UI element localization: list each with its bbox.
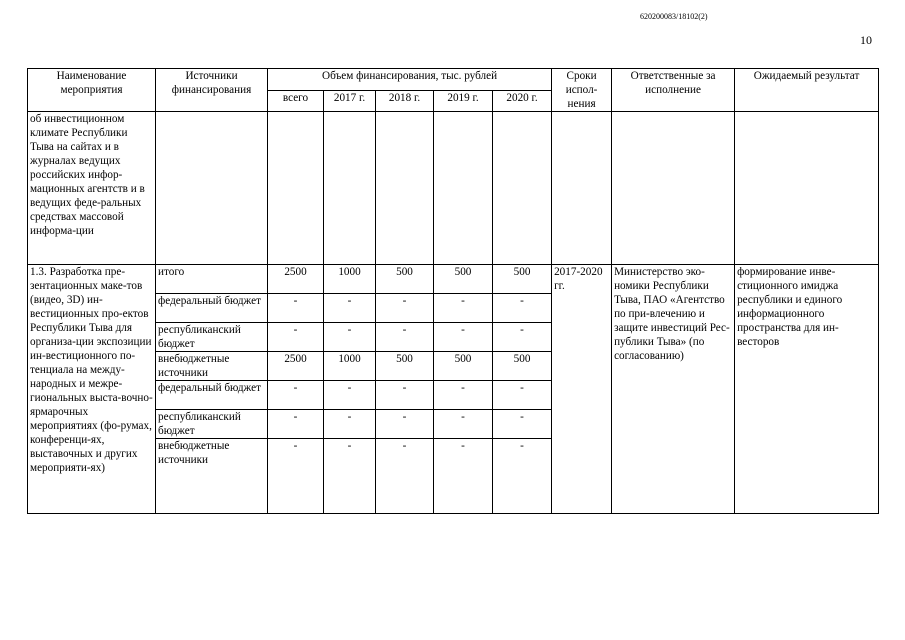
y2018-cell: -	[376, 410, 434, 439]
header-responsible: Ответственные за исполнение	[612, 69, 735, 112]
header-terms: Сроки испол-нения	[552, 69, 612, 112]
y2019-cell: 500	[434, 265, 493, 294]
y2019-cell: -	[434, 323, 493, 352]
y2017-cell: -	[324, 294, 376, 323]
y2020-cell: -	[493, 323, 552, 352]
source-cell: внебюджетные источники	[156, 352, 268, 381]
total-cell: -	[268, 294, 324, 323]
measure-result: формирование инве-стиционного имиджа республики и единого информационного пространства для ин-весторов	[735, 265, 879, 514]
total-cell: 2500	[268, 265, 324, 294]
header-funding: Объем финансирования, тыс. рублей	[268, 69, 552, 91]
y2018-cell: 500	[376, 265, 434, 294]
y2020-cell: -	[493, 294, 552, 323]
y2020-cell: -	[493, 410, 552, 439]
y2020-cell: -	[493, 381, 552, 410]
total-cell: -	[268, 381, 324, 410]
y2017-cell: 1000	[324, 265, 376, 294]
continued-measure-name: об инвестиционном климате Республики Тыва на сайтах и в журналах ведущих российских инфор-мационных агентств и в ведущих феде-ральных средствах массовой информа-ции	[28, 112, 156, 265]
header-sources: Источники финансирования	[156, 69, 268, 112]
y2018-cell: -	[376, 294, 434, 323]
measure-name: 1.3. Разработка пре-зентационных маке-тов (видео, 3D) ин-вестиционных про-ектов Республики Тыва для организа-ции экспозиции ин-вестиционного по-тенциала на между-народных и межре-гиональных выста-вочно-ярмарочных мероприятиях (фо-румах, конференци-ях, выставочных и других мероприяти-ях)	[28, 265, 156, 514]
y2017-cell: -	[324, 439, 376, 514]
source-cell: республиканский бюджет	[156, 323, 268, 352]
total-cell: 2500	[268, 352, 324, 381]
total-cell: -	[268, 410, 324, 439]
measure-responsible: Министерство эко-номики Республики Тыва, ПАО «Агентство по при-влечению и защите инвестиций Рес-публики Тыва» (по согласованию)	[612, 265, 735, 514]
header-year-2018: 2018 г.	[376, 90, 434, 112]
y2019-cell: -	[434, 294, 493, 323]
header-year-2017: 2017 г.	[324, 90, 376, 112]
y2018-cell: 500	[376, 352, 434, 381]
measure-terms: 2017-2020 гг.	[552, 265, 612, 514]
y2017-cell: -	[324, 410, 376, 439]
header-year-2020: 2020 г.	[493, 90, 552, 112]
header-total: всего	[268, 90, 324, 112]
y2018-cell: -	[376, 439, 434, 514]
document-code: 620200083/18102(2)	[640, 12, 708, 21]
total-cell: -	[268, 323, 324, 352]
y2017-cell: -	[324, 381, 376, 410]
y2018-cell: -	[376, 323, 434, 352]
source-cell: республиканский бюджет	[156, 410, 268, 439]
source-cell: итого	[156, 265, 268, 294]
continued-row	[28, 112, 879, 265]
source-cell: внебюджетные источники	[156, 439, 268, 514]
header-row-1	[28, 69, 879, 91]
y2019-cell: 500	[434, 352, 493, 381]
y2019-cell: -	[434, 410, 493, 439]
table-row	[28, 265, 879, 294]
y2017-cell: 1000	[324, 352, 376, 381]
y2019-cell: -	[434, 439, 493, 514]
page-number: 10	[860, 33, 872, 47]
y2018-cell: -	[376, 381, 434, 410]
total-cell: -	[268, 439, 324, 514]
y2020-cell: 500	[493, 352, 552, 381]
source-cell: федеральный бюджет	[156, 381, 268, 410]
header-result: Ожидаемый результат	[735, 69, 879, 112]
header-name: Наименование мероприятия	[28, 69, 156, 112]
y2020-cell: -	[493, 439, 552, 514]
y2019-cell: -	[434, 381, 493, 410]
y2020-cell: 500	[493, 265, 552, 294]
funding-table	[27, 68, 879, 514]
source-cell: федеральный бюджет	[156, 294, 268, 323]
header-year-2019: 2019 г.	[434, 90, 493, 112]
y2017-cell: -	[324, 323, 376, 352]
